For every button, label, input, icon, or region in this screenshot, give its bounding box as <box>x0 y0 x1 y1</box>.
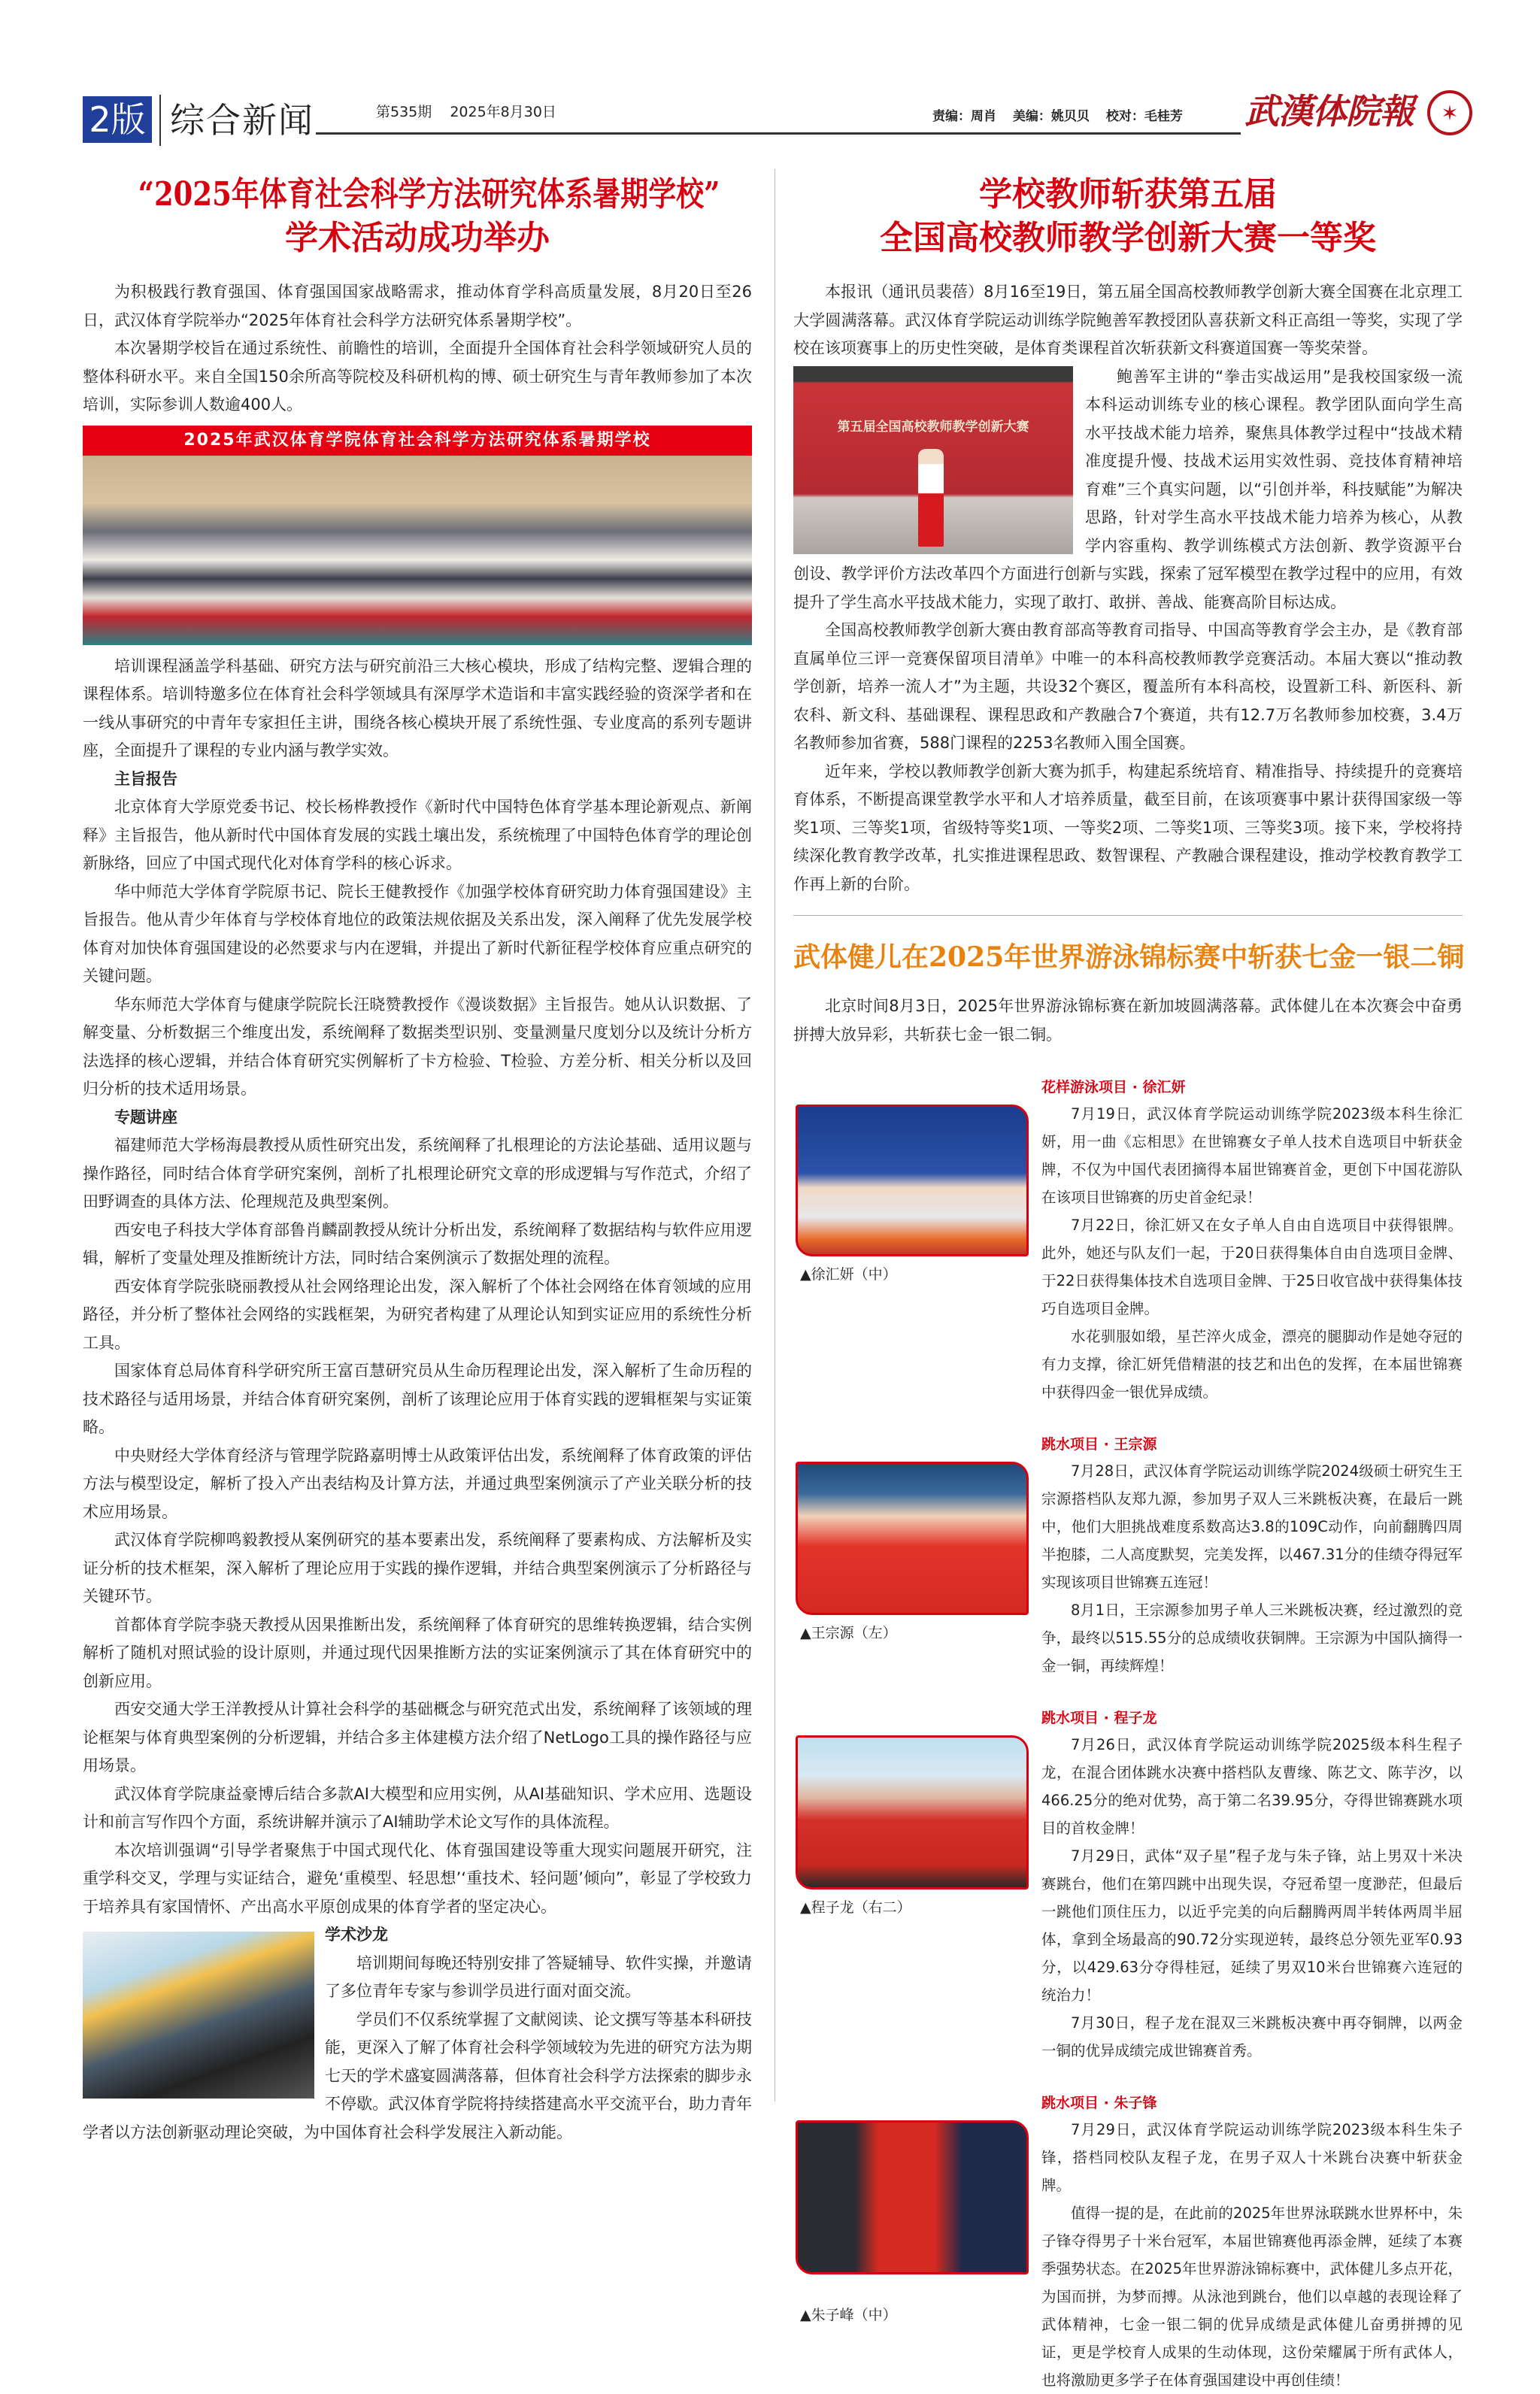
section-heading: 跳水项目 · 程子龙 <box>1041 1710 1157 1726</box>
edition-badge: 2版 <box>83 96 152 143</box>
paragraph: 福建师范大学杨海晨教授从质性研究出发，系统阐释了扎根理论的方法论基础、适用议题与操作路径，同时结合体育学研究案例，剖析了扎根理论研究文章的形成逻辑与写作范式，介绍了田野调查的具体方法、伦理规范及典型案例。 <box>83 1136 752 1211</box>
paragraph: 培训课程涵盖学科基础、研究方法与研究前沿三大核心模块，形成了结构完整、逻辑合理的课程体系。培训特邀多位在体育社会科学领域具有深厚学术造诣和丰富实践经验的资深学者和在一线从事研究的中青年专家担任主讲，围绕各核心模块开展了系统性强、专业度高的系列专题讲座，全面提升了课程的专业内涵与教学实效。 <box>83 656 752 759</box>
right-article-body <box>793 278 1463 899</box>
swim-section <box>793 1432 1463 1680</box>
subheading-salon: 学术沙龙 <box>325 1926 388 1944</box>
paragraph: 培训期间每晚还特别安排了答疑辅导、软件实操，并邀请了多位青年专家与参训学员进行面对面交流。 <box>325 1953 752 2000</box>
paragraph: 全国高校教师教学创新大赛由教育部高等教育司指导、中国高等教育学会主办，是《教育部直属单位三评一竞赛保留项目清单》中唯一的本科高校教师教学竞赛活动。本届大赛以“推动教学创新，培养一流人才”为主题，共设32个赛区，覆盖所有本科高校，设置新工科、新医科、新农科、新文科、基础课程、课程思政和产教融合7个赛道，共有12.7万名教师参加校赛，3.4万名教师参加省赛，588门课程的2253名教师入围全国赛。 <box>793 621 1463 752</box>
credit-designer: 美编：姚贝贝 <box>1012 109 1090 124</box>
paragraph: 华中师范大学体育学院原书记、院长王健教授作《加强学校体育研究助力体育强国建设》主旨报告。他从青少年体育与学校体育地位的政策法规依据及关系出发，深入阐释了优先发展学校体育对加快体育强国建设的必然要求与内在逻辑，并提出了新时代新征程学校体育应重点研究的关键问题。 <box>83 882 752 985</box>
issue-number: 第535期 <box>376 104 432 120</box>
paragraph: 7月29日，武汉体育学院运动训练学院2023级本科生朱子锋，搭档同校队友程子龙，在男子双人十米跳台决赛中斩获金牌。 <box>1041 2121 1463 2194</box>
athlete-photo-block <box>796 2120 1029 2326</box>
subheading-keynote: 主旨报告 <box>114 769 177 788</box>
paragraph: 水花驯服如缎，星芒淬火成金，漂亮的腿脚动作是她夺冠的有力支撑，徐汇妍凭借精湛的技艺和出色的发挥，在本届世锦赛中获得四金一银优异成绩。 <box>1041 1328 1463 1401</box>
photo-caption: ▲徐汇妍（中） <box>800 1266 897 1283</box>
right-title-line-2: 全国高校教师教学创新大赛一等奖 <box>880 219 1376 257</box>
paragraph: 西安交通大学王洋教授从计算社会科学的基础概念与研究范式出发，系统阐释了该领域的理论框架与体育典型案例的分析逻辑，并结合多主体建模方法介绍了NetLogo工具的操作路径与应用场景。 <box>83 1700 752 1774</box>
masthead-logo: 武漢体院報 <box>1244 91 1414 132</box>
swim-article-intro <box>793 992 1463 1049</box>
right-article-title <box>793 173 1463 260</box>
group-photo <box>83 426 752 645</box>
audience-image <box>83 456 752 645</box>
right-title-line-1: 学校教师斩获第五届 <box>979 175 1277 214</box>
athlete-photo <box>796 1105 1029 1256</box>
credit-proofreader: 校对：毛桂芳 <box>1105 109 1183 124</box>
credit-editor: 责编：周肖 <box>932 109 996 124</box>
paragraph: 学员们不仅系统掌握了文献阅读、论文撰写等基本科研技能，更深入了解了体育社会科学领域较为先进的研究方法为期七天的学术盛宴圆满落幕，但体育社会科学方法探索的脚步永不停歇。武汉体育学院将持续搭建高水平交流平台，助力青年学者以方法创新驱动理论突破，为中国体育社会科学发展注入新动能。 <box>83 2010 752 2141</box>
award-backdrop-text: 第五届全国高校教师教学创新大赛 <box>837 419 1029 435</box>
paragraph: 国家体育总局体育科学研究所王富百慧研究员从生命历程理论出发，深入解析了生命历程的技术路径与适用场景，并结合体育研究案例，剖析了该理论应用于体育实践的逻辑框架与实证策略。 <box>83 1362 752 1436</box>
paragraph: 西安体育学院张晓丽教授从社会网络理论出发，深入解析了个体社会网络在体育领域的应用路径，并分析了整体社会网络的实践框架，为研究者构建了从理论认知到实证应用的系统性分析工具。 <box>83 1277 752 1352</box>
paragraph: 7月19日，武汉体育学院运动训练学院2023级本科生徐汇妍，用一曲《忘相思》在世锦赛女子单人技术自选项目中斩获金牌，不仅为中国代表团摘得本届世锦赛首金，更创下中国花游队在该项目世锦赛的历史首金纪录！ <box>1041 1105 1463 1206</box>
paragraph: 本次暑期学校旨在通过系统性、前瞻性的培训，全面提升全国体育社会科学领域研究人员的整体科研水平。来自全国150余所高等院校及科研机构的博、硕士研究生与青年教师参加了本次培训，实际参训人数逾400人。 <box>83 339 752 414</box>
left-title-line-1: “2025年体育社会科学方法研究体系暑期学校” <box>138 175 720 214</box>
section-text <box>1041 1432 1463 1680</box>
paragraph: 首都体育学院李骁天教授从因果推断出发，系统阐释了体育研究的思维转换逻辑，结合实例解析了随机对照试验的设计原则，并通过现代因果推断方法的实证案例演示了其在体育研究中的创新应用。 <box>83 1615 752 1690</box>
article-divider <box>793 915 1463 916</box>
left-article-title <box>83 173 752 260</box>
photo-caption: ▲程子龙（右二） <box>800 1899 911 1916</box>
paragraph: 值得一提的是，在此前的2025年世界泳联跳水世界杯中，朱子锋夺得男子十米台冠军，本届世锦赛他再添金牌，延续了本赛季强势状态。在2025年世界游泳锦标赛中，武体健儿多点开花，为国而拼，为梦而搏。从泳池到跳台，他们以卓越的表现诠释了武体精神，七金一银二铜的优异成绩是武体健儿奋勇拼搏的见证，更是学校育人成果的生动体现，这份荣耀属于所有武体人，也将激励更多学子在体育强国建设中再创佳绩！ <box>1041 2205 1463 2389</box>
editor-credits <box>932 105 1195 124</box>
header-rule <box>316 132 1241 135</box>
photo-caption: ▲朱子峰（中） <box>800 2307 897 2323</box>
awardee-figure <box>918 449 944 547</box>
subheading-lectures: 专题讲座 <box>114 1108 177 1126</box>
paragraph: 为积极践行教育强国、体育强国国家战略需求，推动体育学科高质量发展，8月20日至26日，武汉体育学院举办“2025年体育社会科学方法研究体系暑期学校”。 <box>83 283 752 329</box>
paragraph: 北京时间8月3日，2025年世界游泳锦标赛在新加坡圆满落幕。武体健儿在本次赛会中奋勇拼搏大放异彩，共斩获七金一银二铜。 <box>793 997 1463 1044</box>
left-article-intro <box>83 278 752 420</box>
eagle-seal-icon: ✶ <box>1427 90 1472 135</box>
section-name: 综合新闻 <box>170 100 314 141</box>
swim-section <box>793 2090 1463 2394</box>
left-article-body <box>83 653 752 2147</box>
swim-article-title: 武体健儿在2025年世界游泳锦标赛中斩获七金一银二铜 <box>793 941 1465 973</box>
section-heading: 跳水项目 · 朱子锋 <box>1041 2095 1157 2111</box>
paragraph: 7月29日，武体“双子星”程子龙与朱子锋，站上男双十米决赛跳台，他们在第四跳中出现失误，夺冠希望一度渺茫，但最后一跳他们顶住压力，以近乎完美的向后翻腾两周半转体两周半屈体，拿到全场最高的90.72分实现逆转，最终总分领先亚军0.93分，以429.63分夺得桂冠，延续了男双10米台世锦赛六连冠的统治力！ <box>1041 1847 1463 2004</box>
section-text <box>1041 2090 1463 2394</box>
paragraph: 中央财经大学体育经济与管理学院路嘉明博士从政策评估出发，系统阐释了体育政策的评估方法与模型设定，解析了投入产出表结构及计算方法，并通过典型案例演示了产业关联分析的技术应用场景。 <box>83 1446 752 1521</box>
issue-date: 2025年8月30日 <box>450 104 556 120</box>
paragraph: 7月22日，徐汇妍又在女子单人自由自选项目中获得银牌。此外，她还与队友们一起，于20日获得集体自由自选项目金牌、于22日获得集体技术自选项目金牌、于25日收官战中获得集体技巧自选项目金牌。 <box>1041 1217 1463 1317</box>
section-text <box>1041 1074 1463 1406</box>
paragraph: 华东师范大学体育与健康学院院长汪晓赞教授作《漫谈数据》主旨报告。她从认识数据、了解变量、分析数据三个维度出发，系统阐释了数据类型识别、变量测量尺度划分以及统计分析方法选择的核心逻辑，并结合体育研究实例解析了卡方检验、T检验、方差分析、相关分析以及回归分析的技术适用场景。 <box>83 995 752 1098</box>
photo-banner: 2025年武汉体育学院体育社会科学方法研究体系暑期学校 <box>83 426 752 456</box>
paragraph: 西安电子科技大学体育部鲁肖麟副教授从统计分析出发，系统阐释了数据结构与软件应用逻辑，解析了变量处理及推断统计方法，同时结合案例演示了数据处理的流程。 <box>83 1220 752 1267</box>
paragraph: 武汉体育学院柳鸣毅教授从案例研究的基本要素出发，系统阐释了要素构成、方法解析及实证分析的技术框架，深入解析了理论应用于实践的操作逻辑，并结合典型案例演示了分析路径与关键环节。 <box>83 1531 752 1605</box>
photo-caption: ▲王宗源（左） <box>800 1625 897 1641</box>
paragraph: 北京体育大学原党委书记、校长杨桦教授作《新时代中国特色体育学基本理论新观点、新阐释》主旨报告，他从新时代中国体育发展的实践土壤出发，系统梳理了中国特色体育学的理论创新脉络，回应了中国式现代化对体育学科的核心诉求。 <box>83 798 752 872</box>
section-heading: 花样游泳项目 · 徐汇妍 <box>1041 1079 1186 1095</box>
athlete-photo <box>796 2120 1029 2274</box>
header-divider <box>159 95 161 146</box>
paragraph: 7月28日，武汉体育学院运动训练学院2024级硕士研究生王宗源搭档队友郑九源，参加男子双人三米跳板决赛，在最后一跳中，他们大胆挑战难度系数高达3.8的109C动作，向前翻腾四周半抱膝，二人高度默契，完美发挥，以467.31分的佳绩夺得冠军实现该项目世锦赛五连冠！ <box>1041 1462 1463 1591</box>
paragraph: 8月1日，王宗源参加男子单人三米跳板决赛，经过激烈的竞争，最终以515.55分的总成绩收获铜牌。王宗源为中国队摘得一金一铜，再续辉煌！ <box>1041 1602 1463 1674</box>
award-photo <box>793 366 1073 554</box>
section-text <box>1041 1705 1463 2065</box>
paragraph: 近年来，学校以教师教学创新大赛为抓手，构建起系统培育、精准指导、持续提升的竞赛培育体系，不断提高课堂教学水平和人才培养质量，截至目前，在该项赛事中累计获得国家级一等奖1项、三等奖1项，省级特等奖1项、一等奖2项、二等奖1项、三等奖3项。接下来，学校将持续深化教育教学改革，扎实推进课程思政、数智课程、产教融合课程建设，推动学校教育教学工作再上新的台阶。 <box>793 762 1463 893</box>
swim-section <box>793 1705 1463 2065</box>
left-column <box>83 173 752 2147</box>
paragraph: 本报讯（通讯员裴蓓）8月16至19日，第五届全国高校教师教学创新大赛全国赛在北京理工大学圆满落幕。武汉体育学院运动训练学院鲍善军教授团队喜获新文科正高组一等奖，实现了学校在该项赛事上的历史性突破，是体育类课程首次斩获新文科赛道国赛一等奖荣誉。 <box>793 283 1463 357</box>
salon-photo <box>83 1932 314 2099</box>
paragraph: 武汉体育学院康益豪博后结合多款AI大模型和应用实例，从AI基础知识、学术应用、选题设计和前言写作四个方面，系统讲解并演示了AI辅助学术论文写作的具体流程。 <box>83 1784 752 1831</box>
athlete-photo <box>796 1735 1029 1889</box>
athlete-photo-block <box>796 1462 1029 1644</box>
athlete-photo-block <box>796 1735 1029 1918</box>
paragraph: 鲍善军主讲的“拳击实战运用”是我校国家级一流本科运动训练专业的核心课程。教学团队面向学生高水平技战术能力培养，聚焦具体教学过程中“技战术精准度提升慢、技战术运用实效性弱、竞技体育精神培育难”三个真实问题，以“引创并举，科技赋能”为解决思路，针对学生高水平技战术能力培养为核心，从教学内容重构、教学训练模式方法创新、教学资源平台创设、教学评价方法改革四个方面进行创新与实践，探索了冠军模型在教学过程中的应用，有效提升了学生高水平技战术能力，实现了敢打、敢拼、善战、能赛高阶目标达成。 <box>793 367 1463 611</box>
paragraph: 本次培训强调“引导学者聚焦于中国式现代化、体育强国建设等重大现实问题展开研究，注重学科交叉，学理与实证结合，避免‘重模型、轻思想’‘重技术、轻问题’倾向”，彰显了学校致力于培养具有家国情怀、产出高水平原创成果的体育学者的坚定决心。 <box>83 1841 752 1916</box>
issue-info <box>376 101 570 121</box>
athlete-photo-block <box>796 1105 1029 1285</box>
left-title-line-2: 学术活动成功举办 <box>285 219 550 257</box>
athlete-photo <box>796 1462 1029 1615</box>
right-column <box>793 173 1463 2394</box>
section-heading: 跳水项目 · 王宗源 <box>1041 1436 1157 1453</box>
paragraph: 7月26日，武汉体育学院运动训练学院2025级本科生程子龙，在混合团体跳水决赛中搭档队友曹缘、陈艺文、陈芋汐，以466.25分的绝对优势，高于第二名39.95分，夺得世锦赛跳水项目的首枚金牌！ <box>1041 1736 1463 1837</box>
swim-section <box>793 1074 1463 1406</box>
paragraph: 7月30日，程子龙在混双三米跳板决赛中再夺铜牌，以两金一铜的优异成绩完成世锦赛首秀。 <box>1041 2014 1463 2059</box>
